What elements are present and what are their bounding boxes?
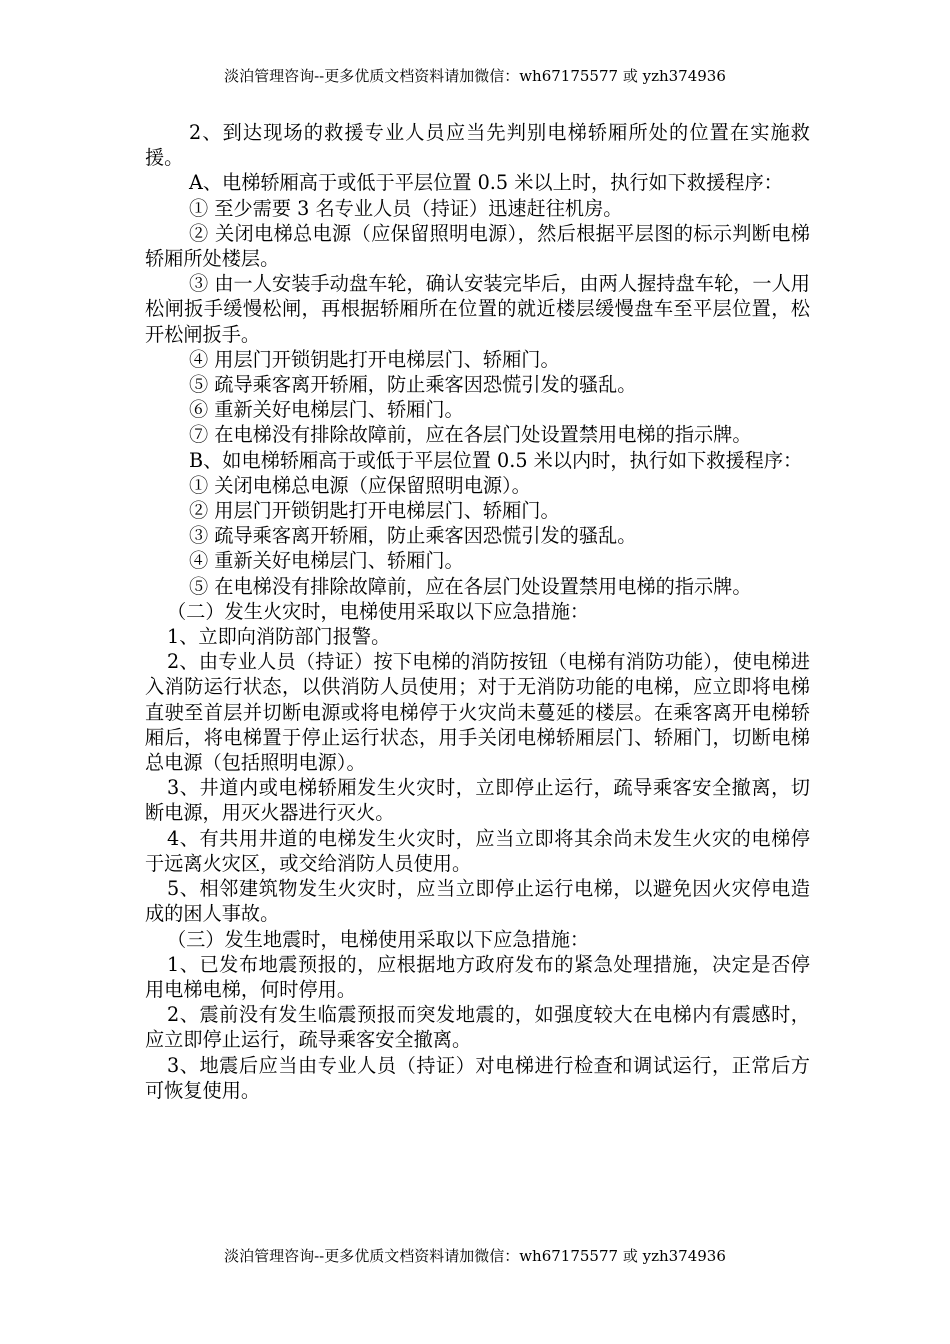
paragraph-rescue-step-2: 2、到达现场的救援专业人员应当先判别电梯轿厢所处的位置在实施救援。: [145, 121, 810, 170]
list-item-a7: ⑦ 在电梯没有排除故障前，应在各层门处设置禁用电梯的指示牌。: [189, 423, 752, 447]
fire-item-3: 3、井道内或电梯轿厢发生火灾时，立即停止运行，疏导乘客安全撤离，切断电源，用灭火器进行灭火。: [145, 776, 810, 825]
fire-item-1: 1、立即向消防部门报警。: [167, 625, 391, 649]
fire-item-5: 5、相邻建筑物发生火灾时，应当立即停止运行电梯，以避免因火灾停电造成的困人事故。: [145, 877, 810, 926]
list-item-a6: ⑥ 重新关好电梯层门、轿厢门。: [189, 398, 464, 422]
document-body: [145, 120, 810, 1103]
list-item-a5: ⑤ 疏导乘客离开轿厢，防止乘客因恐慌引发的骚乱。: [189, 373, 637, 397]
paragraph-procedure-b: B、如电梯轿厢高于或低于平层位置 0.5 米以内时，执行如下救援程序：: [189, 448, 803, 472]
fire-item-4: 4、有共用井道的电梯发生火灾时，应当立即将其余尚未发生火灾的电梯停于远离火灾区，或交给消防人员使用。: [145, 826, 810, 875]
list-item-b5: ⑤ 在电梯没有排除故障前，应在各层门处设置禁用电梯的指示牌。: [189, 574, 752, 598]
earthquake-item-1: 1、已发布地震预报的，应根据地方政府发布的紧急处理措施，决定是否停用电梯电梯，何时停用。: [145, 952, 810, 1001]
section-heading-fire: （二）发生火灾时，电梯使用采取以下应急措施：: [167, 599, 590, 623]
page-footer: 淡泊管理咨询--更多优质文档资料请加微信：wh67175577 或 yzh374936: [224, 1247, 726, 1265]
page-header: 淡泊管理咨询--更多优质文档资料请加微信：wh67175577 或 yzh374936: [224, 67, 726, 85]
paragraph-procedure-a: A、电梯轿厢高于或低于平层位置 0.5 米以上时，执行如下救援程序：: [189, 171, 783, 195]
list-item-b3: ③ 疏导乘客离开轿厢，防止乘客因恐慌引发的骚乱。: [189, 524, 637, 548]
list-item-a1: ① 至少需要 3 名专业人员（持证）迅速赶往机房。: [189, 196, 623, 220]
list-item-a2: ② 关闭电梯总电源（应保留照明电源），然后根据平层图的标示判断电梯轿厢所处楼层。: [145, 221, 810, 271]
list-item-a3: ③ 由一人安装手动盘车轮，确认安装完毕后，由两人握持盘车轮，一人用松闸扳手缓慢松闸，再根据轿厢所在位置的就近楼层缓慢盘车至平层位置，松开松闸扳手。: [145, 272, 810, 346]
earthquake-item-3: 3、地震后应当由专业人员（持证）对电梯进行检查和调试运行，正常后方可恢复使用。: [145, 1053, 810, 1102]
section-heading-earthquake: （三）发生地震时，电梯使用采取以下应急措施：: [167, 927, 590, 951]
list-item-b2: ② 用层门开锁钥匙打开电梯层门、轿厢门。: [189, 499, 560, 523]
fire-item-2: 2、由专业人员（持证）按下电梯的消防按钮（电梯有消防功能），使电梯进入消防运行状态，以供消防人员使用；对于无消防功能的电梯，应立即将电梯直驶至首层并切断电源或将电梯停于火灾尚未蔓延的楼层。在乘客离开电梯轿厢后，将电梯置于停止运行状态，用手关闭电梯轿厢层门、轿厢门，切断电梯总电源（包括照明电源）。: [145, 650, 810, 775]
list-item-b1: ① 关闭电梯总电源（应保留照明电源）。: [189, 473, 531, 497]
list-item-b4: ④ 重新关好电梯层门、轿厢门。: [189, 549, 464, 573]
earthquake-item-2: 2、震前没有发生临震预报而突发地震的，如强度较大在电梯内有震感时，应立即停止运行，疏导乘客安全撤离。: [145, 1003, 810, 1052]
list-item-a4: ④ 用层门开锁钥匙打开电梯层门、轿厢门。: [189, 347, 560, 371]
